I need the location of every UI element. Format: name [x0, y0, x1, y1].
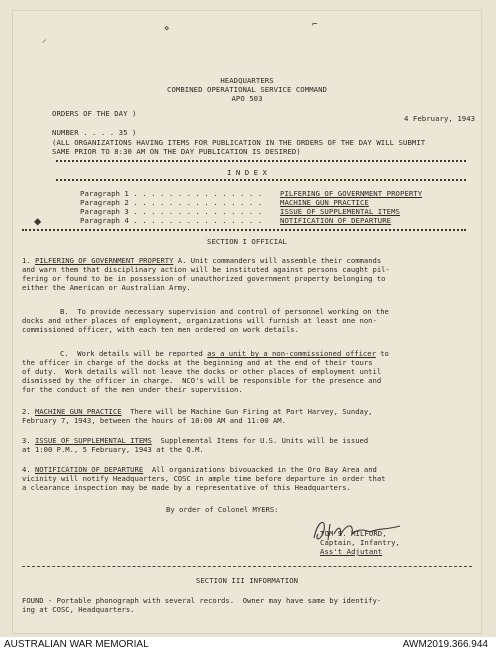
paragraph-heading: MACHINE GUN PRACTICE — [34, 407, 122, 416]
orders-notice-line2: SAME PRIOR TO 8:30 AM ON THE DAY PUBLICATION IS DESIRED) — [52, 147, 301, 156]
dotted-separator — [22, 229, 466, 231]
signatory-rank: Captain, Infantry, — [320, 538, 400, 547]
punch-mark: ⌐ — [312, 20, 318, 30]
paragraph-number: 4. — [22, 465, 31, 474]
paragraph-4-line2: vicinity will notify Headquarters, COSC in ample time before departure in order that — [22, 474, 386, 483]
orders-label: ORDERS OF THE DAY ) — [52, 109, 137, 118]
paragraph-emphasis: as a unit by a non-commissioned officer — [207, 349, 376, 358]
by-order-line: By order of Colonel MYERS: — [166, 505, 279, 514]
index-entry-2-para: Paragraph 2 . . . . . . . . . . . . . . . — [80, 198, 263, 207]
paragraph-text: Supplemental Items for U.S. Units will be issued — [151, 436, 369, 445]
header-headquarters: HEADQUARTERS — [220, 76, 274, 85]
paragraph-b-line2: docks and other places of employment, organizations will furnish at least one non- — [22, 316, 377, 325]
archive-footer — [0, 637, 496, 653]
paragraph-c-line4: dismissed by the officer in charge. NCO's will be responsible for the presence and — [22, 376, 382, 385]
index-entry-3-topic: ISSUE OF SUPPLEMENTAL ITEMS — [280, 207, 400, 216]
paragraph-text: All organizations bivouacked in the Oro Bay Area and — [143, 465, 377, 474]
paragraph-heading: ISSUE OF SUPPLEMENTAL ITEMS — [34, 436, 152, 445]
paragraph-c-line5: for the conduct of the men under their supervision. — [22, 385, 243, 394]
index-entry-1-para: Paragraph 1 . . . . . . . . . . . . . . . — [80, 189, 263, 198]
index-title: I N D E X — [227, 168, 267, 177]
found-label: FOUND — [22, 596, 44, 605]
paragraph-number: 3. — [22, 436, 31, 445]
found-notice-line2: ing at COSC, Headquarters. — [22, 605, 135, 614]
paragraph-1-line3: fering or found to be in possession of unauthorized government property belonging to — [22, 274, 386, 283]
paragraph-c-line3: of duty. Work details will not leave the docks or other places of employment until — [22, 367, 382, 376]
ink-blot: ◆ — [34, 214, 42, 228]
paragraph-b-line1: B. To provide necessary supervision and control of personnel working on the — [60, 307, 389, 316]
orders-number: NUMBER . . . . 35 ) — [52, 128, 137, 137]
paragraph-1-line2: and warn them that disciplinary action will be instituted against persons caught pil- — [22, 265, 390, 274]
paragraph-c-line1 — [60, 349, 389, 358]
dotted-separator — [56, 160, 466, 162]
paragraph-b-line3: commissioned officer, with each ten men ordered on work details. — [22, 325, 299, 334]
punch-mark: ⸝ — [42, 35, 47, 45]
paragraph-3-line1 — [22, 436, 368, 445]
document-page — [12, 10, 482, 634]
dotted-separator — [56, 179, 466, 181]
paragraph-3-line2: at 1:00 P.M., 5 February, 1943 at the Q.M. — [22, 445, 204, 454]
signatory-name: TOM S. MILFORD, — [320, 529, 387, 538]
orders-date: 4 February, 1943 — [404, 114, 476, 123]
paragraph-c-line2: the officer in charge of the docks at the beginning and at the end of their tours — [22, 358, 373, 367]
section-3-title: SECTION III INFORMATION — [195, 576, 299, 585]
header-command: COMBINED OPERATIONAL SERVICE COMMAND — [167, 85, 327, 94]
signatory-title: Ass't Adjutant — [320, 547, 383, 556]
paragraph-4-line3: a clearance inspection may be made by a representative of this Headquarters. — [22, 483, 351, 492]
index-entry-1-topic: PILFERING OF GOVERNMENT PROPERTY — [280, 189, 423, 198]
dashed-separator — [22, 566, 472, 567]
found-notice-line1 — [22, 596, 381, 605]
paragraph-1-line4: either the American or Australian Army. — [22, 283, 191, 292]
punch-mark: ⋄ — [164, 24, 170, 34]
paragraph-heading: NOTIFICATION OF DEPARTURE — [34, 465, 144, 474]
paragraph-1-line1 — [22, 256, 381, 265]
index-entry-3-para: Paragraph 3 . . . . . . . . . . . . . . . — [80, 207, 263, 216]
paragraph-text: There will be Machine Gun Firing at Port Harvey, Sunday, — [121, 407, 373, 416]
paragraph-number: 2. — [22, 407, 31, 416]
found-text: - Portable phonograph with several records. Owner may have same by identify- — [43, 596, 382, 605]
index-entry-4-para: Paragraph 4 . . . . . . . . . . . . . . . — [80, 216, 263, 225]
footer-accession-number: AWM2019.366.944 — [402, 639, 488, 650]
index-entry-4-topic: NOTIFICATION OF DEPARTURE — [280, 216, 392, 225]
paragraph-2-line2: February 7, 1943, between the hours of 10:00 AM and 11:00 AM. — [22, 416, 286, 425]
footer-institution: AUSTRALIAN WAR MEMORIAL — [4, 639, 149, 650]
paragraph-text: A. Unit commanders will assemble their commands — [173, 256, 382, 265]
paragraph-text: to — [375, 349, 389, 358]
paragraph-text: C. Work details will be reported — [60, 349, 208, 358]
section-1-title: SECTION I OFFICIAL — [207, 237, 287, 246]
paragraph-4-line1 — [22, 465, 377, 474]
paragraph-number: 1. — [22, 256, 31, 265]
orders-notice-line1: (ALL ORGANIZATIONS HAVING ITEMS FOR PUBLICATION IN THE ORDERS OF THE DAY WILL SUBMIT — [52, 138, 426, 147]
paragraph-2-line1 — [22, 407, 373, 416]
header-apo: APO 503 — [231, 94, 263, 103]
index-entry-2-topic: MACHINE GUN PRACTICE — [280, 198, 369, 207]
paragraph-heading: PILFERING OF GOVERNMENT PROPERTY — [34, 256, 174, 265]
